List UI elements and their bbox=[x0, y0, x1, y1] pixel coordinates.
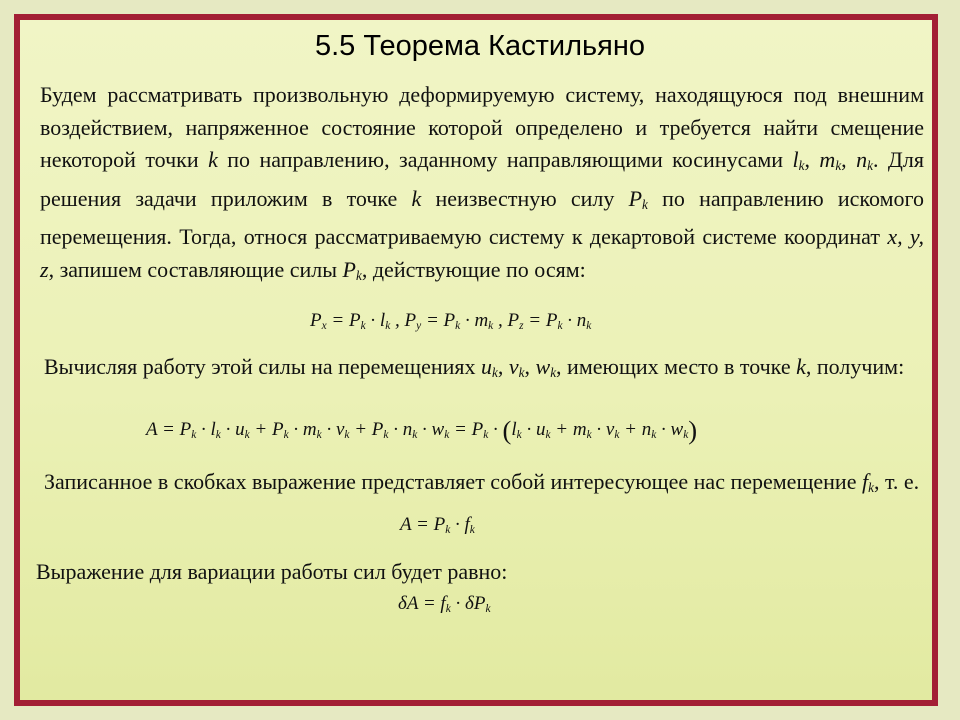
paragraph-variation: Выражение для вариации работы сил будет равно: bbox=[36, 559, 508, 584]
paragraph-work: Вычисляя работу этой силы на перемещениях $u_k$, $v_k$, $w_k$, имеющих место в точке k, получим: bbox=[44, 354, 905, 380]
slide-title: 5.5 Теорема Кастильяно bbox=[315, 30, 645, 62]
paragraph-displacement: Записанное в скобках выражение представляет собой интересующее нас перемещение $f_k$, т. е. bbox=[44, 469, 920, 495]
formula-force-components: $P_x = P_k \cdot l_k$ , $P_y = P_k \cdot m_k$ , $P_z = P_k \cdot n_k$ bbox=[310, 310, 592, 332]
formula-work-variation: $\delta A = f_k \cdot \delta P_k$ bbox=[398, 593, 491, 615]
formula-work: $A = P_k \cdot l_k \cdot u_k + P_k \cdot m_k \cdot v_k + P_k \cdot n_k \cdot w_k = P_k \cdot (l_k \cdot u_k + m_k \cdot v_k + n_k \cdot w_k)$ bbox=[146, 415, 698, 445]
paragraph-intro: Будем рассматривать произвольную деформируемую систему, находящуюся под внешним воздействием, напряженное состояние которой определено и требуется найти смещение некоторой точки k по направлению, заданному направляющими косинусами $l_k$, $m_k$, $n_k$. Для решения задачи приложим в точке k неизвестную силу $P_k$ по направлению искомого перемещения. Тогда, относя рассматриваемую систему к декартовой системе координат x, y, z, запишем составляющие силы $P_k$, действующие по осям: bbox=[40, 82, 925, 283]
formula-work-short: $A = P_k \cdot f_k$ bbox=[400, 514, 475, 536]
